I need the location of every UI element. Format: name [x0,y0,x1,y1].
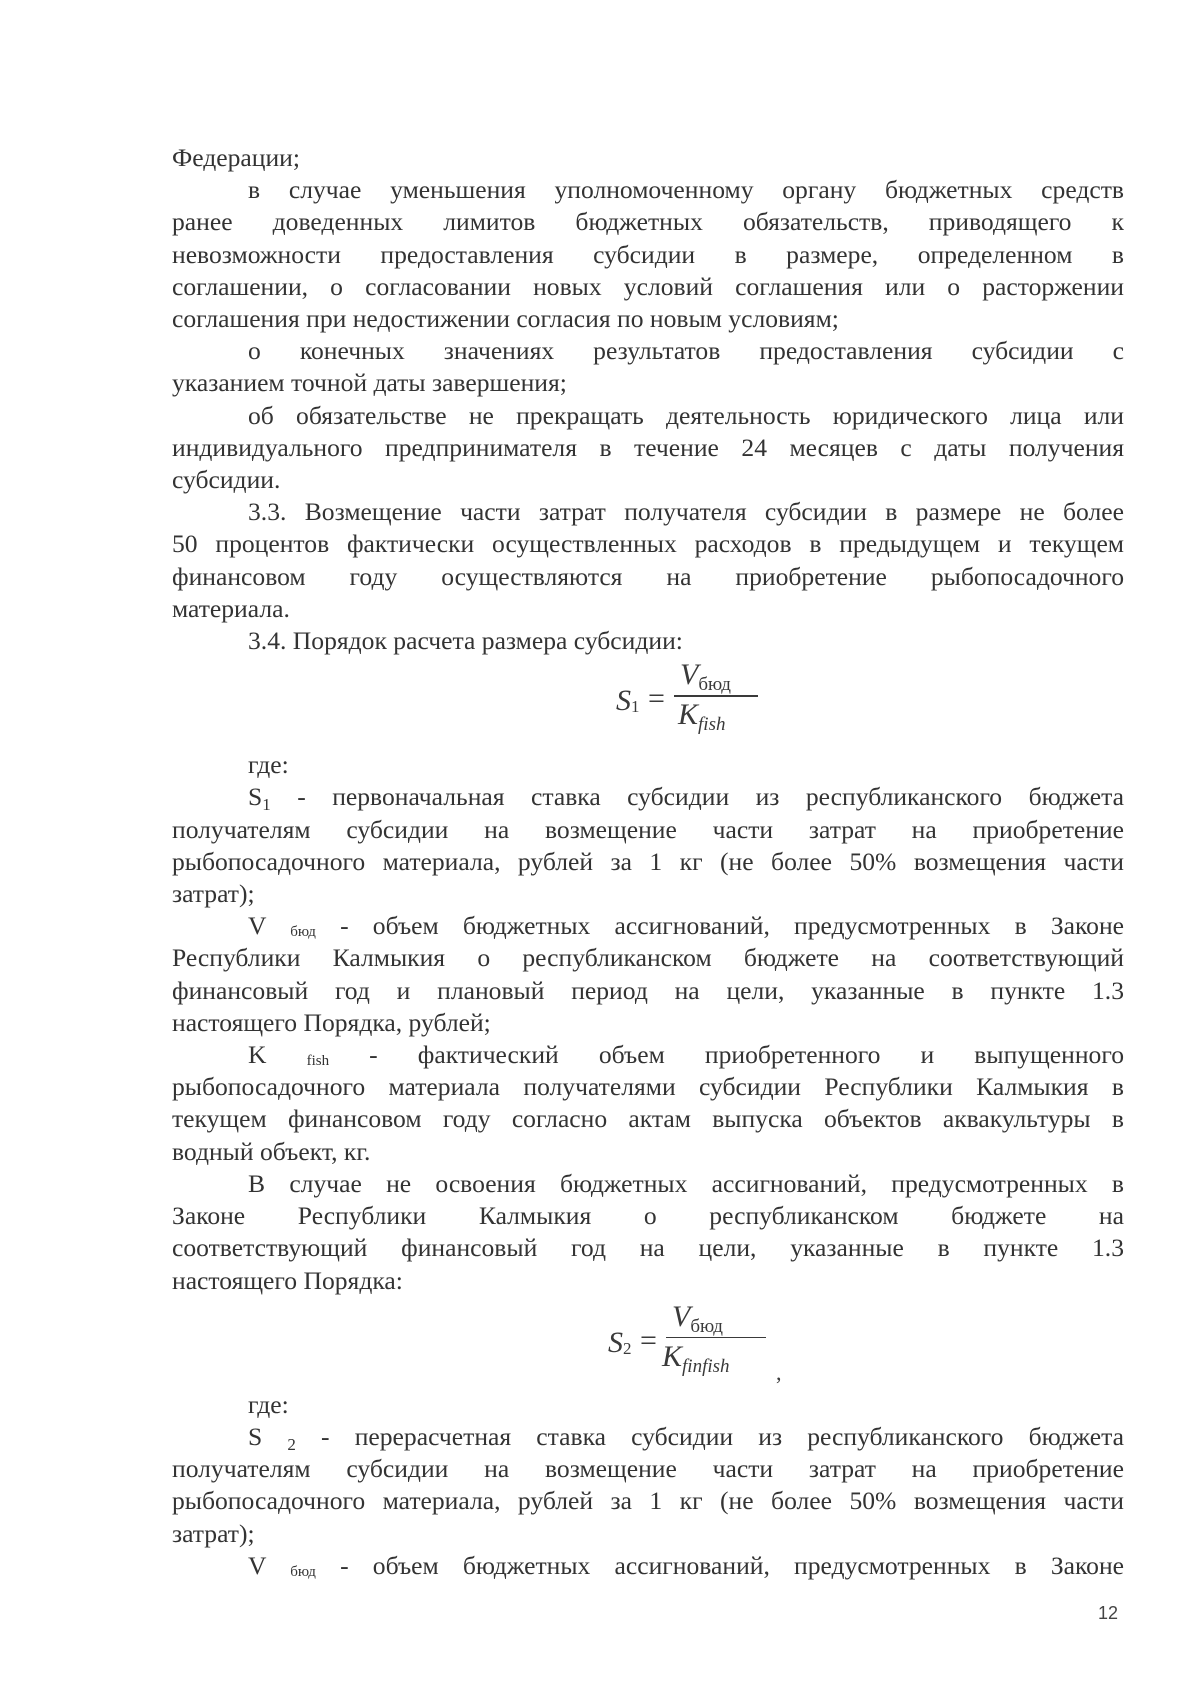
definition-v1: V $_{бюд}$ - объем бюджетных ассигнований, предусмотренных в Законе [248,911,1124,941]
text-line: соглашения при недостижении согласия по новым условиям; [172,304,839,334]
formula-lhs: $S_1$ [616,684,640,718]
text-line: 50 процентов фактически осуществленных расходов в предыдущем и текущем [172,529,1124,559]
text-line: невозможности предоставления субсидии в размере, определенном в [172,239,1124,269]
text-line: о конечных значениях результатов предоставления субсидии с [248,336,1124,366]
formula-denominator: $K_{finfish}$ [662,1339,730,1377]
text-line: указанием точной даты завершения; [172,368,567,398]
definition-s1: $S_1$ - первоначальная ставка субсидии из республиканского бюджета [248,782,1124,815]
formula-denominator: $K_{fish}$ [678,698,726,736]
text-line: в случае уменьшения уполномоченному органу бюджетных средств [248,175,1124,205]
formula-s1 [172,657,1124,741]
formula-numerator: $V_{бюд}$ [672,1299,723,1337]
text-line: 3.3. Возмещение части затрат получателя субсидии в размере не более [248,497,1124,527]
formula-comma: , [776,1359,782,1385]
text-line: затрат); [172,1518,255,1548]
formula-equals: = [648,682,665,716]
document-page [172,142,1124,1582]
page-number: 12 [1098,1603,1119,1623]
text-line: настоящего Порядка, рублей; [172,1007,491,1037]
text-line: рыбопосадочного материала получателями субсидии Республики Калмыкия в [172,1072,1124,1102]
text-line: об обязательстве не прекращать деятельность юридического лица или [248,400,1124,430]
text-line: соответствующий финансовый год на цели, указанные в пункте 1.3 [172,1233,1124,1263]
text-line: Законе Республики Калмыкия о республиканском бюджете на [172,1201,1124,1231]
text-line: рыбопосадочного материала, рублей за 1 кг (не более 50% возмещения части [172,1486,1124,1516]
formula-s2 [172,1297,1124,1389]
fraction-bar [674,695,758,696]
definition-v2: V $_{бюд}$ - объем бюджетных ассигнований, предусмотренных в Законе [248,1550,1124,1580]
formula-numerator: $V_{бюд}$ [680,658,731,696]
text-line: водный объект, кг. [172,1136,371,1166]
text-line: финансовый год и плановый период на цели, указанные в пункте 1.3 [172,975,1124,1005]
text-line: Федерации; [172,143,300,172]
formula-equals: = [640,1323,657,1357]
text-line: настоящего Порядка: [172,1265,403,1295]
text-line: где: [248,1389,289,1419]
text-line: затрат); [172,879,255,909]
text-line: соглашении, о согласовании новых условий соглашения или о расторжении [172,271,1124,301]
text-line: текущем финансовом году согласно актам выпуска объектов аквакультуры в [172,1104,1124,1134]
text-line: где: [248,750,289,780]
text-line: получателям субсидии на возмещение части затрат на приобретение [172,814,1124,844]
text-line: субсидии. [172,465,281,495]
text-line: получателям субсидии на возмещение части затрат на приобретение [172,1454,1124,1484]
text-line: Республики Калмыкия о республиканском бюджете на соответствующий [172,943,1124,973]
text-line: материала. [172,593,290,623]
text-line: рыбопосадочного материала, рублей за 1 кг (не более 50% возмещения части [172,846,1124,876]
text-line: ранее доведенных лимитов бюджетных обязательств, приводящего к [172,207,1124,237]
text-line: 3.4. Порядок расчета размера субсидии: [248,626,683,656]
text-line: В случае не освоения бюджетных ассигнований, предусмотренных в [248,1168,1124,1198]
definition-k1: K $_{fish}$ - фактический объем приобретенного и выпущенного [248,1040,1124,1070]
fraction-bar [666,1337,766,1338]
text-line: финансовом году осуществляются на приобретение рыбопосадочного [172,561,1124,591]
definition-s2: S $_2$ - перерасчетная ставка субсидии из республиканского бюджета [248,1421,1125,1454]
formula-lhs: $S_2$ [608,1325,632,1359]
text-line: индивидуального предпринимателя в течение 24 месяцев с даты получения [172,432,1124,462]
